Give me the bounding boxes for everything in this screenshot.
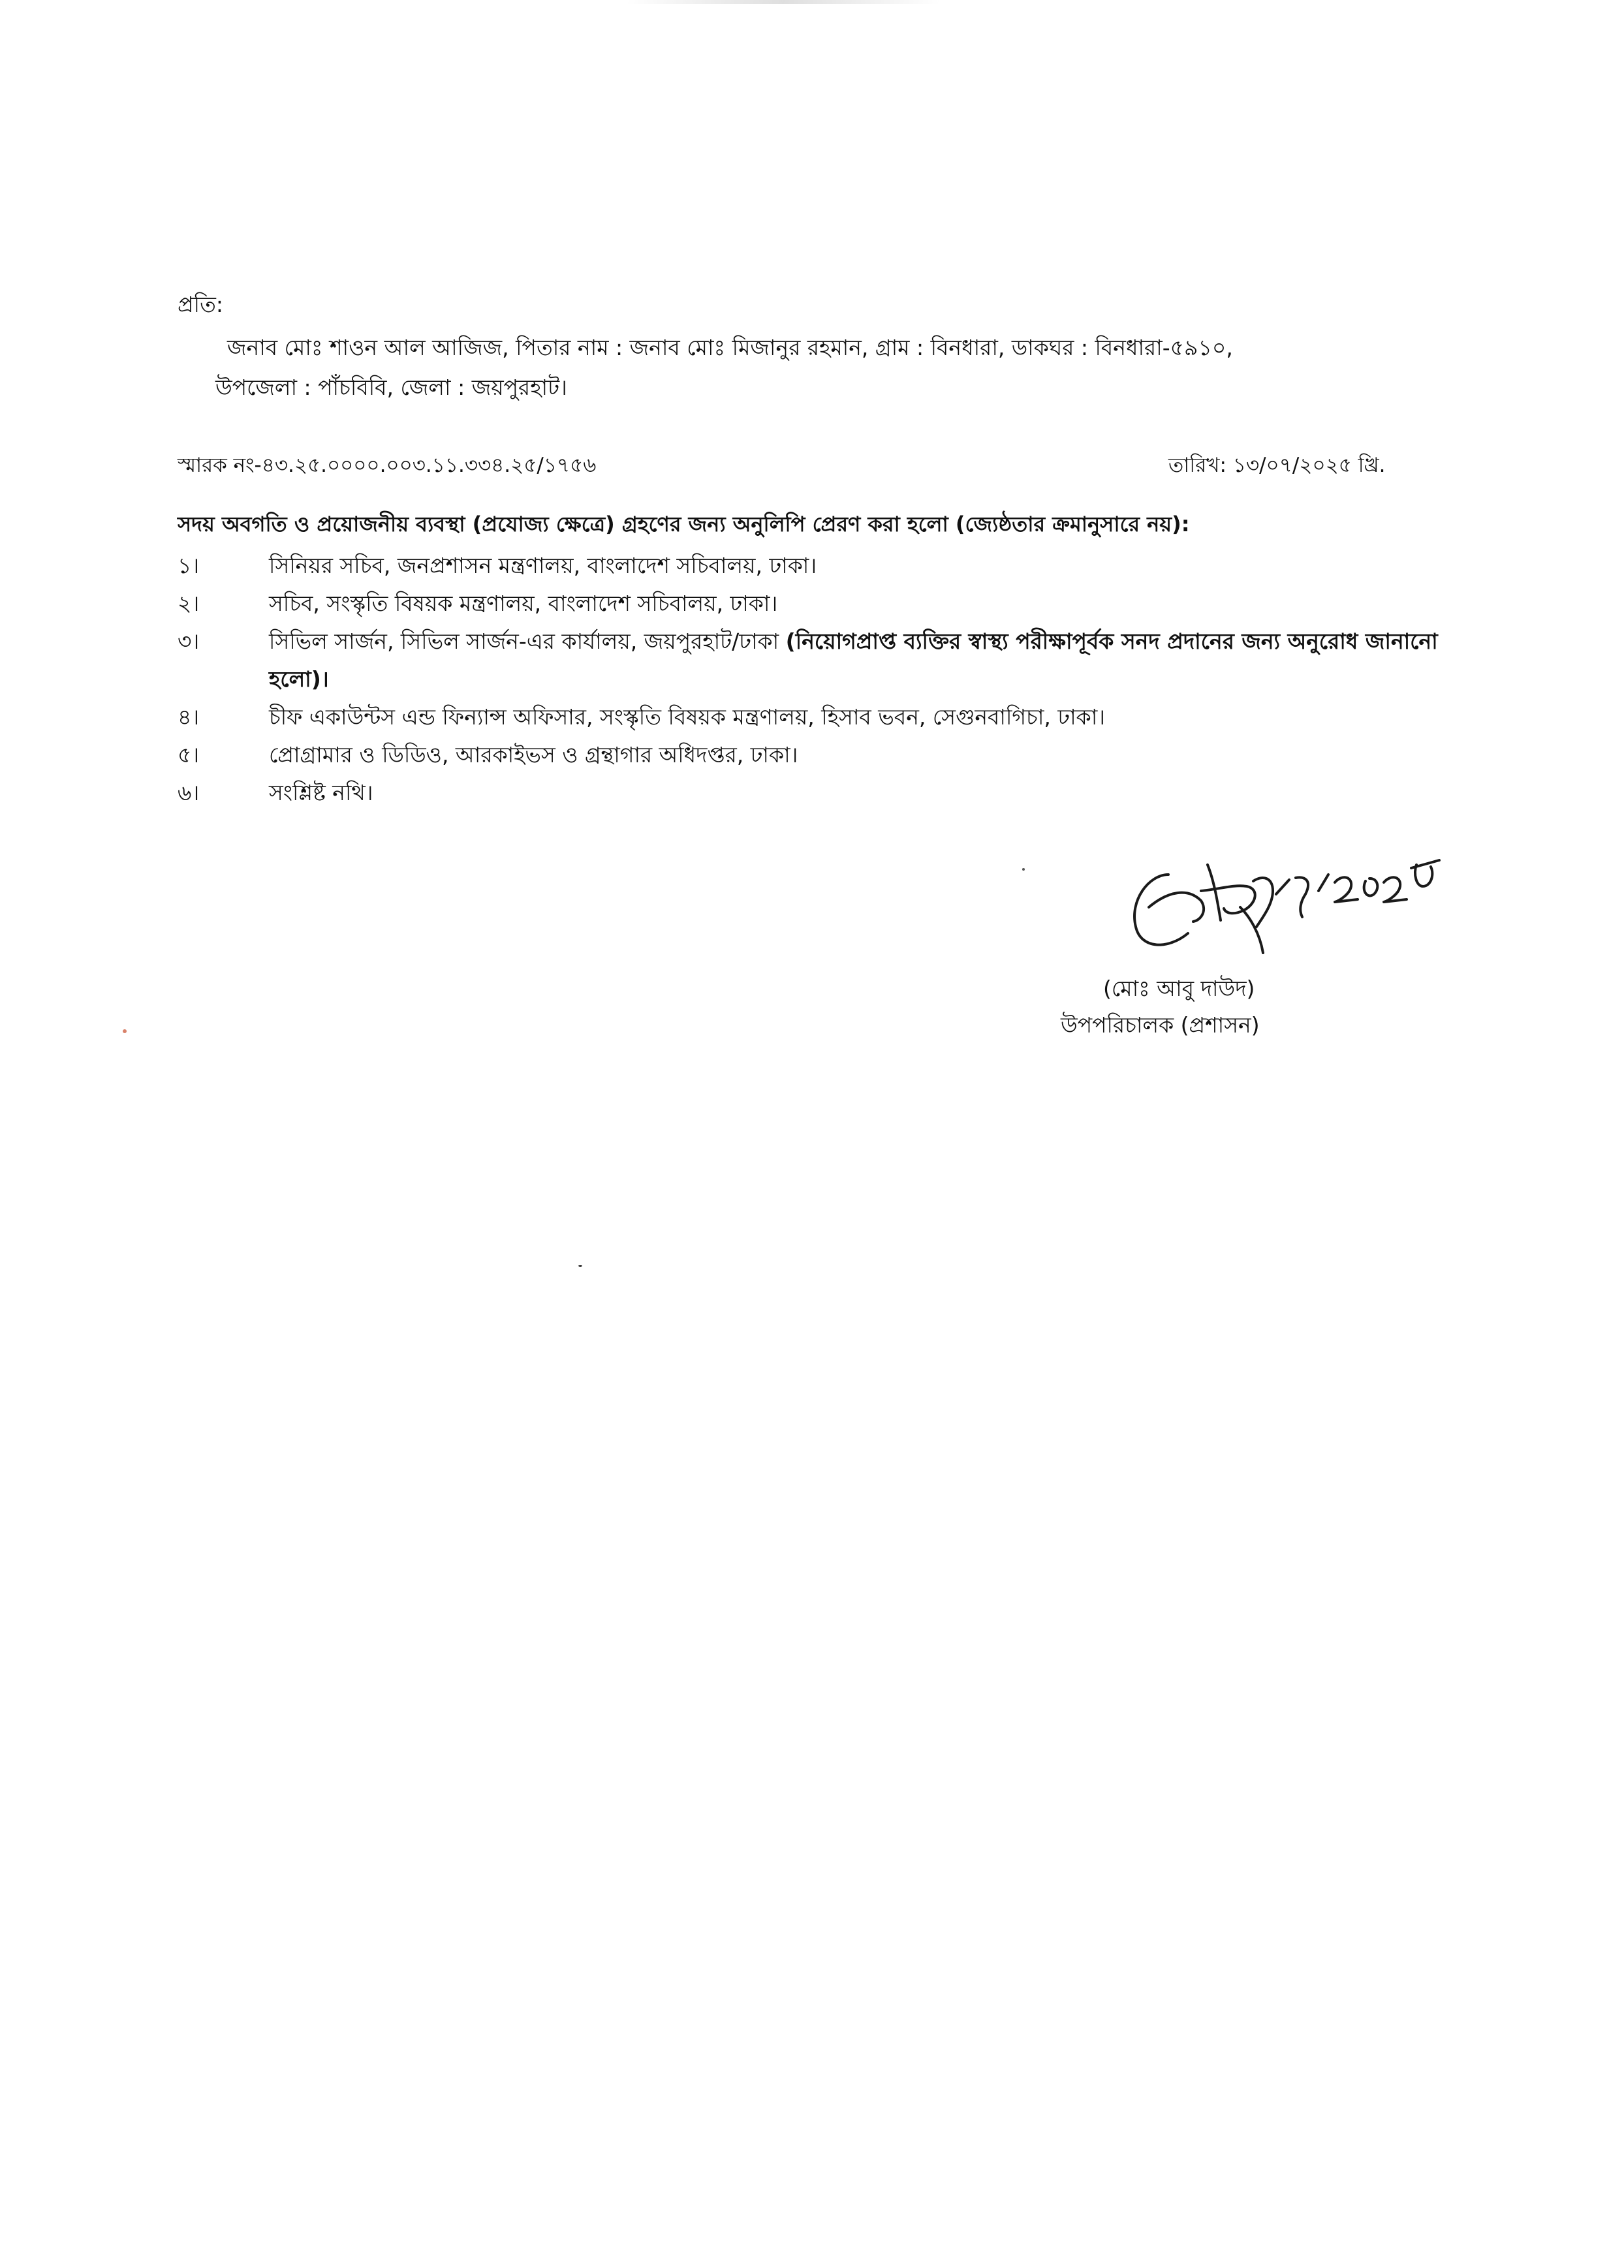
list-item-number: ২। — [178, 591, 200, 616]
memo-number: স্মারক নং-৪৩.২৫.০০০০.০০৩.১১.৩৩৪.২৫/১৭৫৬ — [178, 454, 597, 477]
list-item-text: সচিব, সংস্কৃতি বিষয়ক মন্ত্রণালয়, বাংলাদেশ সচিবালয়, ঢাকা। — [269, 591, 778, 616]
recipient-address-line1: জনাব মোঃ শাওন আল আজিজ, পিতার নাম : জনাব মোঃ মিজানুর রহমান, গ্রাম : বিনধারা, ডাকঘর : বিনধারা-৫৯১০, — [227, 335, 1233, 360]
list-item-text: প্রোগ্রামার ও ডিডিও, আরকাইভস ও গ্রন্থাগার অধিদপ্তর, ঢাকা। — [269, 742, 798, 768]
list-item — [178, 585, 1483, 623]
copy-distribution-heading: সদয় অবগতি ও প্রয়োজনীয় ব্যবস্থা (প্রযোজ্য ক্ষেত্রে) গ্রহণের জন্য অনুলিপি প্রেরণ করা হলো (জ্যেষ্ঠতার ক্রমানুসারে নয়): — [178, 512, 1190, 536]
copy-distribution-list — [178, 547, 1483, 812]
list-item-text: সিনিয়র সচিব, জনপ্রশাসন মন্ত্রণালয়, বাংলাদেশ সচিবালয়, ঢাকা। — [269, 553, 817, 578]
signatory-designation: উপপরিচালক (প্রশাসন) — [1061, 1012, 1260, 1038]
list-item — [178, 623, 1483, 698]
list-item-text: চীফ একাউন্টস এন্ড ফিন্যান্স অফিসার, সংস্কৃতি বিষয়ক মন্ত্রণালয়, হিসাব ভবন, সেগুনবাগিচা, ঢাকা। — [269, 704, 1106, 730]
scan-smudge — [627, 0, 940, 4]
scan-speck — [1022, 868, 1025, 871]
scan-speck — [578, 1265, 582, 1267]
list-item — [178, 698, 1483, 736]
recipient-address-line2: উপজেলা : পাঁচবিবি, জেলা : জয়পুরহাট। — [215, 375, 567, 400]
list-item-text: সংশ্লিষ্ট নথি। — [269, 780, 373, 805]
handwritten-signature — [1110, 829, 1449, 986]
list-item — [178, 774, 1483, 812]
list-item — [178, 547, 1483, 585]
memo-date: তারিখ: ১৩/০৭/২০২৫ খ্রি. — [1168, 454, 1386, 477]
list-item-text: সিভিল সার্জন, সিভিল সার্জন-এর কার্যালয়, জয়পুরহাট/ঢাকা (নিয়োগপ্রাপ্ত ব্যক্তির স্বাস্থ্য পরীক্ষাপূর্বক সনদ প্রদানের জন্য অনুরোধ জানানো হলো)। — [269, 629, 1438, 692]
recipient-label: প্রতি: — [178, 292, 223, 317]
signatory-name: (মোঃ আবু দাউদ) — [1103, 976, 1255, 1001]
list-item-number: ১। — [178, 553, 200, 578]
list-item-number: ৪। — [178, 704, 200, 730]
list-item-bold-note: (নিয়োগপ্রাপ্ত ব্যক্তির স্বাস্থ্য পরীক্ষাপূর্বক সনদ প্রদানের জন্য অনুরোধ জানানো হলো)। — [269, 629, 1438, 692]
list-item-number: ৬। — [178, 780, 200, 805]
list-item-number: ৫। — [178, 742, 200, 768]
list-item-number: ৩। — [178, 629, 200, 654]
scan-speck — [123, 1029, 127, 1033]
list-item — [178, 736, 1483, 774]
